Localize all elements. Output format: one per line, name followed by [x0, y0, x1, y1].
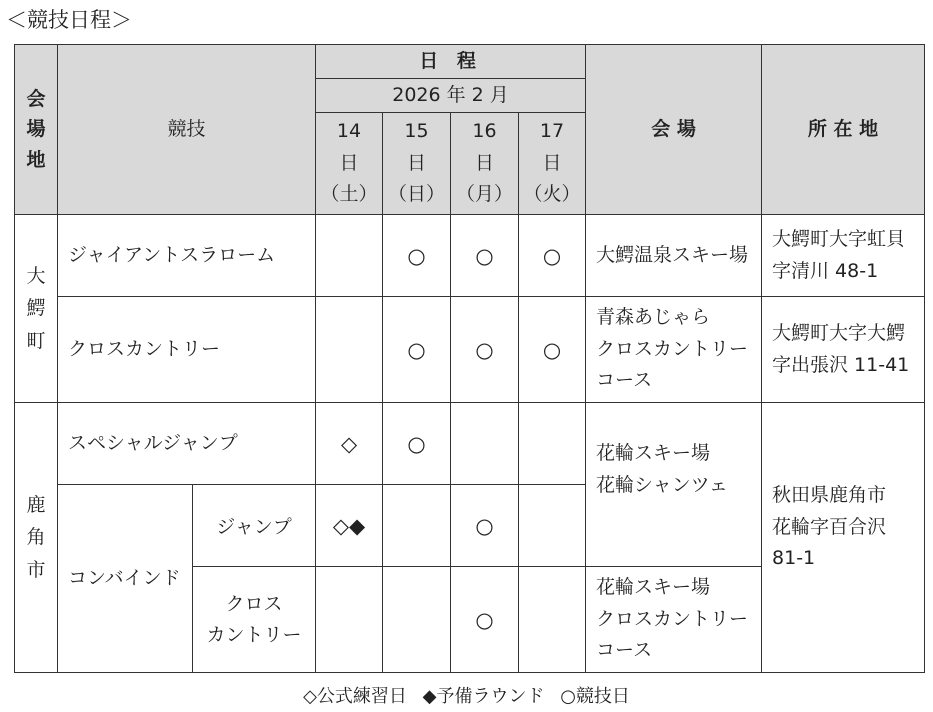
header-day-14: 14 日 （土）: [316, 113, 383, 215]
mark-cell: ◇◆: [316, 485, 383, 567]
event-cross-country: クロスカントリー: [58, 297, 316, 403]
header-address: 所 在 地: [762, 45, 925, 215]
header-venue: 会 場: [586, 45, 762, 215]
header-month: 2026 年 2 月: [316, 79, 586, 113]
mark-cell: ○: [383, 215, 451, 297]
legend-preliminary: ◆予備ラウンド: [422, 686, 545, 707]
legend-practice: ◇公式練習日: [303, 686, 407, 707]
event-combined-cross: クロス カントリー: [193, 567, 316, 673]
venue-aomori-ajara: 青森あじゃら クロスカントリー コース: [586, 297, 762, 403]
mark-cell: [383, 485, 451, 567]
schedule-caption: ＜競技日程＞: [6, 8, 132, 32]
region-kazuno: 鹿 角 市: [15, 403, 58, 673]
header-day-17: 17 日 （火）: [519, 113, 586, 215]
address-cross-country: 大鰐町大字大鰐 字出張沢 11-41: [762, 297, 925, 403]
header-day-16: 16 日 （月）: [451, 113, 519, 215]
header-venue-area: 会 場 地: [15, 45, 58, 215]
event-combined: コンバインド: [58, 485, 193, 673]
mark-cell: ◇: [316, 403, 383, 485]
legend-competition: ○競技日: [560, 686, 630, 707]
header-event: 競技: [58, 45, 316, 215]
mark-cell: [519, 485, 586, 567]
mark-cell: ○: [451, 215, 519, 297]
mark-cell: ○: [519, 297, 586, 403]
mark-cell: [316, 215, 383, 297]
table-row-cross-country: [15, 297, 925, 403]
venue-hanawa-schanze: 花輪スキー場 花輪シャンツェ: [586, 403, 762, 567]
legend: [0, 682, 933, 708]
competition-schedule-table: [14, 44, 925, 673]
mark-cell: [519, 403, 586, 485]
header-schedule: 日 程: [316, 45, 586, 79]
mark-cell: ○: [383, 403, 451, 485]
table-row-giant-slalom: [15, 215, 925, 297]
address-kazuno: 秋田県鹿角市 花輪字百合沢 81-1: [762, 403, 925, 673]
mark-cell: [451, 403, 519, 485]
venue-hanawa-cross-country: 花輪スキー場 クロスカントリー コース: [586, 567, 762, 673]
mark-cell: ○: [383, 297, 451, 403]
event-giant-slalom: ジャイアントスラローム: [58, 215, 316, 297]
table-row-special-jump: [15, 403, 925, 485]
mark-cell: ○: [451, 485, 519, 567]
mark-cell: ○: [519, 215, 586, 297]
event-special-jump: スペシャルジャンプ: [58, 403, 316, 485]
mark-cell: [383, 567, 451, 673]
mark-cell: [316, 567, 383, 673]
venue-owani-onsen: 大鰐温泉スキー場: [586, 215, 762, 297]
event-combined-jump: ジャンプ: [193, 485, 316, 567]
mark-cell: ○: [451, 567, 519, 673]
mark-cell: [519, 567, 586, 673]
mark-cell: [316, 297, 383, 403]
mark-cell: ○: [451, 297, 519, 403]
region-owani: 大 鰐 町: [15, 215, 58, 403]
address-giant-slalom: 大鰐町大字虹貝 字清川 48-1: [762, 215, 925, 297]
header-day-15: 15 日 （日）: [383, 113, 451, 215]
